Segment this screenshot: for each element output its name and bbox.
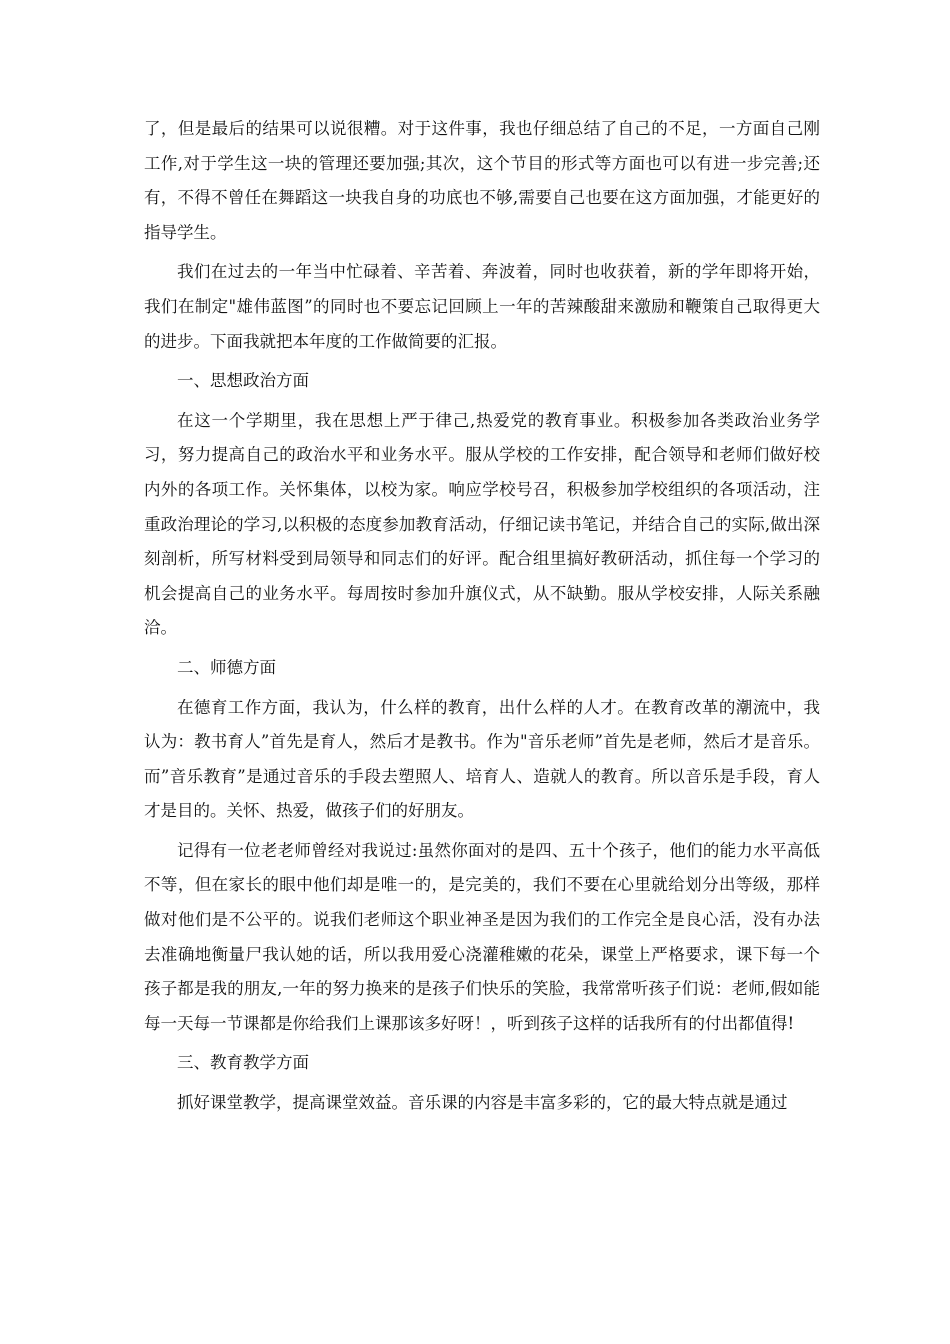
section-heading-teaching: 三、教育教学方面	[177, 1053, 309, 1073]
paragraph: 了，但是最后的结果可以说很糟。对于这件事，我也仔细总结了自己的不足，一方面自己刚工作,对于学生这一块的管理还要加强;其次，这个节目的形式等方面也可以有进一步完善;还有，不得不曾任在舞蹈这一块我自身的功底也不够,需要自己也要在这方面加强，才能更好的指导学生。	[144, 119, 820, 242]
paragraph: 我们在过去的一年当中忙碌着、辛苦着、奔波着，同时也收获着，新的学年即将开始，我们在制定"雄伟蓝图”的同时也不要忘记回顾上一年的苦辣酸甜来激励和鞭策自己取得更大的进步。下面我就把本年度的工作做简要的汇报。	[144, 262, 820, 351]
paragraph: 在德育工作方面，我认为，什么样的教育，出什么样的人才。在教育改革的潮流中，我认为：教书育人”首先是育人，然后才是教书。作为"音乐老师”首先是老师，然后才是音乐。而”音乐教育”是通过音乐的手段去塑照人、培育人、造就人的教育。所以音乐是手段，育人才是目的。关怀、热爱，做孩子们的好朋友。	[144, 697, 820, 821]
document-body	[144, 112, 820, 1126]
section-heading-ethics: 二、师德方面	[177, 657, 276, 677]
paragraph: 在这一个学期里，我在思想上严于律己,热爱党的教育事业。积极参加各类政治业务学习，努力提高自己的政治水平和业务水平。服从学校的工作安排，配合领导和老师们做好校内外的各项工作。关怀集体，以校为家。响应学校号召，积极参加学校组织的各项活动，注重政治理论的学习,以积极的态度参加教育活动，仔细记读书笔记，并结合自己的实际,做出深刻剖析，所写材料受到局领导和同志们的好评。配合组里搞好教研活动，抓住每一个学习的机会提高自己的业务水平。每周按时参加升旗仪式，从不缺勤。服从学校安排，人际关系融洽。	[144, 410, 820, 638]
section-heading-ideology: 一、思想政治方面	[177, 371, 309, 391]
paragraph: 抓好课堂教学，提高课堂效益。音乐课的内容是丰富多彩的，它的最大特点就是通过	[177, 1093, 788, 1113]
paragraph: 记得有一位老老师曾经对我说过:虽然你面对的是四、五十个孩子，他们的能力水平高低不等，但在家长的眼中他们却是唯一的，是完美的，我们不要在心里就给划分出等级，那样做对他们是不公平的。说我们老师这个职业神圣是因为我们的工作完全是良心活，没有办法去准确地衡量尸我认她的话，所以我用爱心浇灌稚嫩的花朵，课堂上严格要求，课下每一个孩子都是我的朋友,一年的努力换来的是孩子们快乐的笑脸，我常常听孩子们说：老师,假如能每一天每一节课都是你给我们上课那该多好呀！，听到孩子这样的话我所有的付出都值得!	[144, 840, 820, 1033]
